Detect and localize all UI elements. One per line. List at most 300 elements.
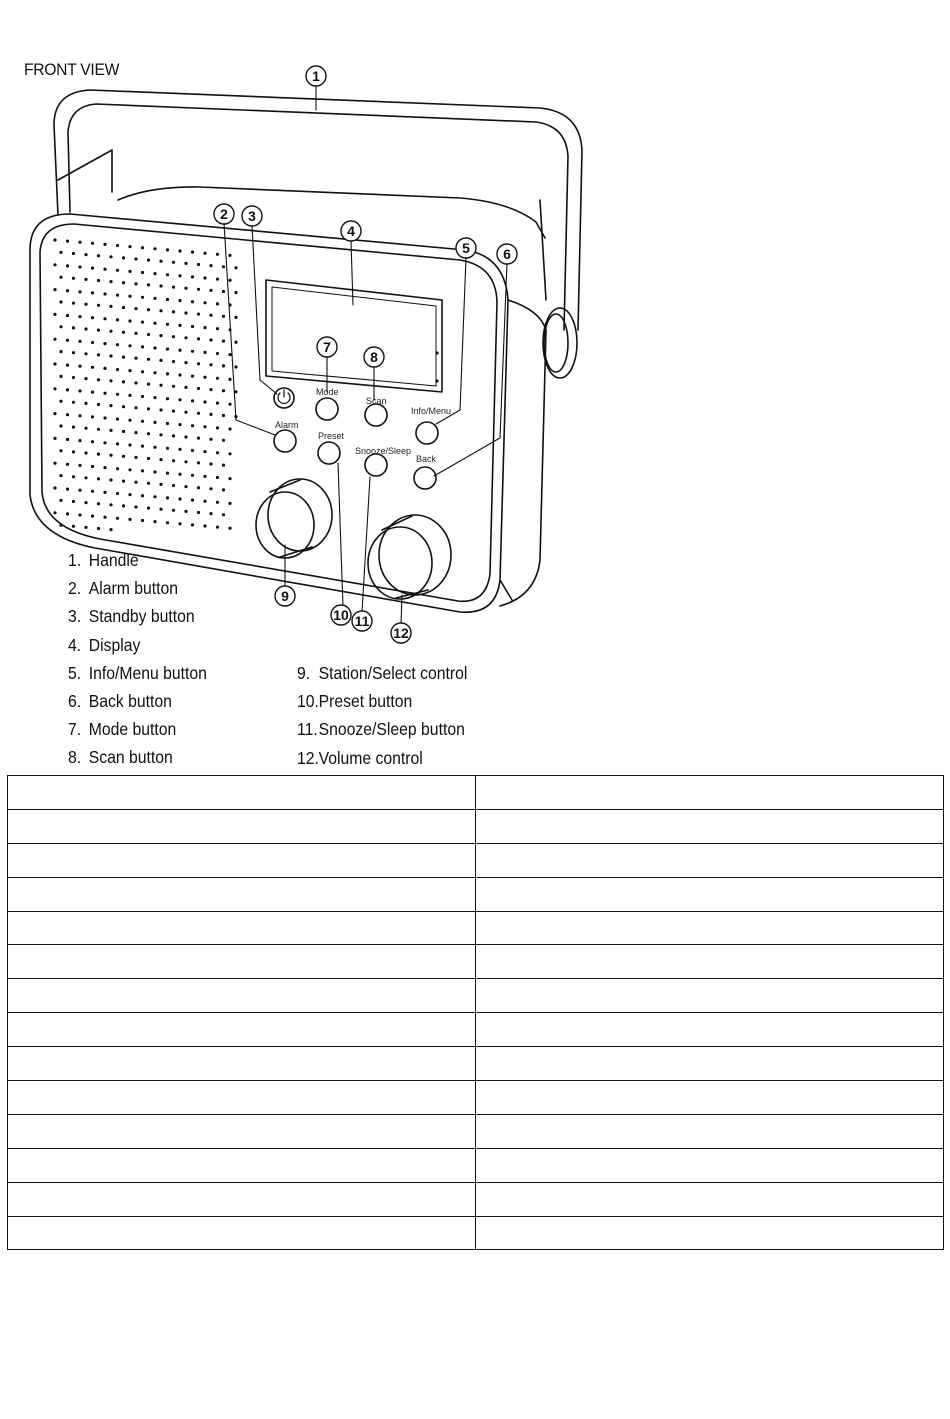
preset-button[interactable]	[318, 431, 345, 464]
grille-hole	[147, 457, 150, 460]
grille-hole	[184, 361, 187, 364]
grille-hole	[53, 511, 56, 514]
legend-number: 12.	[297, 747, 319, 768]
legend-label: Info/Menu button	[88, 662, 207, 683]
callout-number: 5	[462, 240, 470, 256]
grille-hole	[228, 502, 231, 505]
grille-hole	[191, 251, 194, 254]
callout-12	[391, 623, 411, 643]
grille-hole	[109, 528, 112, 531]
grille-hole	[228, 403, 231, 406]
grille-hole	[147, 383, 150, 386]
back-button[interactable]	[414, 454, 437, 489]
grille-hole	[66, 364, 69, 367]
grille-hole	[78, 365, 81, 368]
legend-number: 11.	[297, 719, 318, 740]
grille-hole	[178, 324, 181, 327]
grille-hole	[116, 467, 119, 470]
grille-hole	[184, 460, 187, 463]
grille-hole	[116, 492, 119, 495]
grille-hole	[166, 472, 169, 475]
grille-hole	[72, 252, 75, 255]
grille-hole	[103, 441, 106, 444]
grille-hole	[197, 387, 200, 390]
grille-hole	[222, 439, 225, 442]
empty-table	[7, 775, 944, 1250]
grille-hole	[228, 254, 231, 257]
grille-hole	[109, 404, 112, 407]
info-menu-button[interactable]	[411, 406, 451, 444]
grille-hole	[91, 267, 94, 270]
grille-hole	[103, 392, 106, 395]
legend-number: 1.	[68, 550, 82, 570]
grille-hole	[203, 376, 206, 379]
legend-label: Standby button	[88, 606, 195, 627]
scan-button[interactable]	[365, 396, 387, 426]
grille-hole	[78, 439, 81, 442]
grille-hole	[191, 474, 194, 477]
table-cell	[8, 1216, 476, 1250]
grille-hole	[78, 414, 81, 417]
grille-hole	[234, 316, 237, 319]
grille-hole	[184, 485, 187, 488]
grille-hole	[228, 378, 231, 381]
grille-hole	[153, 247, 156, 250]
grille-hole	[134, 381, 137, 384]
grille-hole	[197, 437, 200, 440]
table-row	[8, 1216, 944, 1250]
grille-hole	[72, 302, 75, 305]
grille-hole	[122, 430, 125, 433]
grille-hole	[216, 501, 219, 504]
grille-hole	[216, 426, 219, 429]
grille-hole	[191, 499, 194, 502]
grille-hole	[116, 517, 119, 520]
grille-hole	[153, 470, 156, 473]
grille-hole	[53, 338, 56, 341]
grille-hole	[197, 412, 200, 415]
callout-number: 4	[347, 223, 355, 239]
grille-hole	[222, 513, 225, 516]
grille-hole	[116, 318, 119, 321]
grille-hole	[159, 408, 162, 411]
grille-hole	[228, 353, 231, 356]
grille-hole	[197, 461, 200, 464]
legend-item	[297, 744, 467, 772]
grille-hole	[128, 394, 131, 397]
grille-hole	[153, 346, 156, 349]
table-cell	[8, 1114, 476, 1148]
grille-hole	[172, 509, 175, 512]
grille-hole	[153, 421, 156, 424]
grille-hole	[97, 304, 100, 307]
grille-hole	[134, 282, 137, 285]
table-row	[8, 877, 944, 911]
grille-hole	[91, 366, 94, 369]
table-cell	[476, 1047, 944, 1081]
grille-hole	[91, 242, 94, 245]
grille-hole	[153, 520, 156, 523]
grille-hole	[216, 302, 219, 305]
grille-hole	[97, 378, 100, 381]
grille-hole	[109, 330, 112, 333]
grille-hole	[166, 273, 169, 276]
grille-hole	[59, 499, 62, 502]
grille-hole	[72, 376, 75, 379]
grille-hole	[209, 264, 212, 267]
table-cell	[476, 1182, 944, 1216]
grille-hole	[84, 476, 87, 479]
legend-label: Volume control	[318, 747, 423, 768]
grille-hole	[141, 469, 144, 472]
grille-hole	[66, 488, 69, 491]
grille-hole	[78, 315, 81, 318]
table-cell	[8, 1047, 476, 1081]
grille-hole	[147, 407, 150, 410]
grille-hole	[222, 364, 225, 367]
table-cell	[476, 843, 944, 877]
grille-hole	[197, 486, 200, 489]
grille-hole	[203, 450, 206, 453]
grille-hole	[72, 351, 75, 354]
alarm-button[interactable]	[274, 420, 299, 452]
table-row	[8, 776, 944, 810]
grille-hole	[203, 301, 206, 304]
grille-hole	[166, 397, 169, 400]
legend-item	[68, 631, 207, 659]
callout-number: 7	[323, 339, 331, 355]
grille-hole	[159, 284, 162, 287]
grille-hole	[166, 248, 169, 251]
legend-label: Alarm button	[88, 578, 178, 599]
legend-number: 7.	[68, 719, 82, 740]
grille-hole	[228, 279, 231, 282]
grille-hole	[153, 322, 156, 325]
callout-number: 8	[370, 349, 378, 365]
grille-hole	[147, 482, 150, 485]
grille-hole	[122, 504, 125, 507]
callout-number: 12	[393, 625, 409, 641]
grille-hole	[66, 512, 69, 515]
grille-hole	[178, 522, 181, 525]
grille-hole	[109, 305, 112, 308]
grille-hole	[153, 446, 156, 449]
grille-hole	[234, 266, 237, 269]
grille-hole	[66, 264, 69, 267]
grille-hole	[97, 279, 100, 282]
table-cell	[8, 945, 476, 979]
grille-hole	[153, 495, 156, 498]
legend-item	[68, 743, 207, 771]
grille-hole	[53, 486, 56, 489]
grille-hole	[184, 510, 187, 513]
grille-hole	[141, 345, 144, 348]
grille-hole	[53, 263, 56, 266]
grille-hole	[209, 388, 212, 391]
handle	[54, 90, 582, 330]
grille-hole	[72, 401, 75, 404]
grille-hole	[172, 434, 175, 437]
grille-hole	[178, 274, 181, 277]
grille-hole	[159, 458, 162, 461]
table-cell	[476, 1216, 944, 1250]
grille-hole	[91, 490, 94, 493]
grille-hole	[222, 340, 225, 343]
volume-knob[interactable]	[368, 515, 451, 599]
grille-hole	[172, 261, 175, 264]
legend-label: Back button	[88, 690, 172, 711]
table-row	[8, 1114, 944, 1148]
grille-hole	[216, 377, 219, 380]
grille-hole	[222, 414, 225, 417]
legend-number: 8.	[68, 747, 82, 768]
grille-hole	[128, 369, 131, 372]
grille-hole	[97, 254, 100, 257]
grille-hole	[159, 260, 162, 263]
grille-hole	[78, 464, 81, 467]
grille-hole	[197, 288, 200, 291]
grille-hole	[103, 466, 106, 469]
table-cell	[8, 809, 476, 843]
table-cell	[476, 1013, 944, 1047]
grille-hole	[91, 291, 94, 294]
callout-7	[317, 337, 337, 357]
legend-item	[68, 715, 207, 743]
grille-hole	[122, 405, 125, 408]
grille-hole	[103, 292, 106, 295]
grille-hole	[53, 412, 56, 415]
grille-hole	[147, 432, 150, 435]
grille-hole	[122, 256, 125, 259]
table-row	[8, 945, 944, 979]
grille-hole	[91, 465, 94, 468]
grille-hole	[216, 451, 219, 454]
grille-hole	[172, 484, 175, 487]
grille-hole	[66, 289, 69, 292]
grille-hole	[66, 240, 69, 243]
grille-hole	[153, 371, 156, 374]
grille-hole	[209, 338, 212, 341]
legend-left	[68, 546, 207, 772]
grille-hole	[128, 518, 131, 521]
legend-number: 6.	[68, 690, 82, 711]
grille-hole	[91, 440, 94, 443]
grille-hole	[116, 343, 119, 346]
grille-hole	[159, 384, 162, 387]
table-row	[8, 809, 944, 843]
grille-hole	[97, 502, 100, 505]
grille-hole	[59, 424, 62, 427]
callout-4	[341, 221, 361, 241]
grille-hole	[178, 299, 181, 302]
grille-hole	[78, 265, 81, 268]
grille-hole	[147, 507, 150, 510]
grille-hole	[122, 380, 125, 383]
grille-hole	[209, 462, 212, 465]
grille-hole	[91, 391, 94, 394]
grille-hole	[159, 359, 162, 362]
preset-label: Preset	[318, 431, 345, 441]
grille-hole	[166, 323, 169, 326]
legend-number: 4.	[68, 634, 82, 655]
grille-hole	[197, 511, 200, 514]
grille-hole	[84, 278, 87, 281]
grille-hole	[134, 406, 137, 409]
grille-hole	[222, 290, 225, 293]
legend-right	[297, 659, 467, 772]
info-menu-label: Info/Menu	[411, 406, 452, 416]
alarm-label: Alarm	[275, 420, 299, 430]
grille-hole	[84, 352, 87, 355]
grille-hole	[222, 389, 225, 392]
grille-hole	[216, 278, 219, 281]
table-cell	[476, 877, 944, 911]
grille-hole	[166, 348, 169, 351]
grille-hole	[216, 352, 219, 355]
grille-hole	[78, 340, 81, 343]
callout-number: 6	[503, 246, 511, 262]
grille-hole	[191, 424, 194, 427]
grille-hole	[203, 425, 206, 428]
grille-hole	[197, 337, 200, 340]
grille-hole	[178, 448, 181, 451]
callout-9	[275, 586, 295, 606]
grille-hole	[172, 410, 175, 413]
grille-hole	[203, 276, 206, 279]
legend-number: 10.	[297, 691, 319, 712]
grille-hole	[66, 339, 69, 342]
legend-item	[68, 659, 207, 687]
grille-hole	[166, 298, 169, 301]
grille-hole	[84, 303, 87, 306]
grille-hole	[209, 438, 212, 441]
table-cell	[8, 877, 476, 911]
grille-hole	[159, 483, 162, 486]
grille-hole	[141, 395, 144, 398]
grille-hole	[84, 501, 87, 504]
legend-item	[68, 602, 207, 630]
table-cell	[8, 1081, 476, 1115]
grille-hole	[134, 431, 137, 434]
grille-hole	[91, 515, 94, 518]
grille-hole	[72, 426, 75, 429]
grille-hole	[109, 454, 112, 457]
grille-hole	[141, 271, 144, 274]
table-cell	[476, 776, 944, 810]
grille-hole	[172, 360, 175, 363]
grille-hole	[116, 269, 119, 272]
callout-6	[497, 244, 517, 264]
scan-label: Scan	[366, 396, 387, 406]
grille-hole	[166, 521, 169, 524]
grille-hole	[228, 527, 231, 530]
grille-hole	[78, 389, 81, 392]
callout-3	[242, 206, 262, 226]
grille-hole	[91, 316, 94, 319]
snooze-sleep-button[interactable]	[355, 446, 411, 476]
grille-hole	[53, 387, 56, 390]
grille-hole	[59, 350, 62, 353]
grille-hole	[191, 300, 194, 303]
callout-number: 3	[248, 208, 256, 224]
grille-hole	[172, 310, 175, 313]
callout-number: 1	[312, 68, 320, 84]
grille-hole	[172, 459, 175, 462]
grille-hole	[72, 475, 75, 478]
grille-hole	[109, 429, 112, 432]
callout-2	[214, 204, 234, 224]
grille-hole	[191, 350, 194, 353]
grille-hole	[159, 508, 162, 511]
grille-hole	[59, 449, 62, 452]
grille-hole	[222, 265, 225, 268]
grille-hole	[122, 356, 125, 359]
grille-hole	[197, 263, 200, 266]
grille-hole	[153, 297, 156, 300]
station-select-knob[interactable]	[256, 479, 332, 558]
grille-hole	[128, 344, 131, 347]
grille-hole	[103, 243, 106, 246]
standby-button[interactable]	[274, 388, 294, 408]
grille-hole	[72, 525, 75, 528]
grille-hole	[134, 481, 137, 484]
grille-hole	[72, 326, 75, 329]
grille-hole	[134, 357, 137, 360]
table-cell	[8, 1182, 476, 1216]
grille-hole	[216, 476, 219, 479]
grille-hole	[203, 252, 206, 255]
legend-number: 5.	[68, 662, 82, 683]
callout-number: 9	[281, 588, 289, 604]
table-row	[8, 1148, 944, 1182]
grille-hole	[134, 257, 137, 260]
grille-hole	[178, 373, 181, 376]
grille-hole	[147, 259, 150, 262]
grille-hole	[178, 423, 181, 426]
grille-hole	[128, 419, 131, 422]
table-cell	[476, 1148, 944, 1182]
grille-hole	[84, 451, 87, 454]
grille-hole	[141, 519, 144, 522]
grille-hole	[166, 422, 169, 425]
grille-hole	[122, 480, 125, 483]
legend-label: Station/Select control	[318, 663, 468, 683]
display	[266, 280, 442, 392]
grille-hole	[59, 300, 62, 303]
grille-hole	[166, 496, 169, 499]
grille-hole	[59, 400, 62, 403]
grille-hole	[109, 379, 112, 382]
grille-hole	[184, 336, 187, 339]
grille-hole	[191, 325, 194, 328]
table-cell	[476, 979, 944, 1013]
side-knob	[543, 308, 577, 378]
grille-hole	[141, 246, 144, 249]
grille-hole	[203, 500, 206, 503]
grille-hole	[141, 370, 144, 373]
grille-hole	[203, 326, 206, 329]
grille-hole	[216, 402, 219, 405]
table-cell	[8, 1148, 476, 1182]
snooze-sleep-label: Snooze/Sleep	[355, 446, 412, 456]
table-row	[8, 1081, 944, 1115]
grille-hole	[91, 415, 94, 418]
grille-hole	[109, 354, 112, 357]
legend-item	[297, 687, 467, 715]
table-cell	[476, 911, 944, 945]
grille-hole	[78, 513, 81, 516]
grille-hole	[128, 270, 131, 273]
